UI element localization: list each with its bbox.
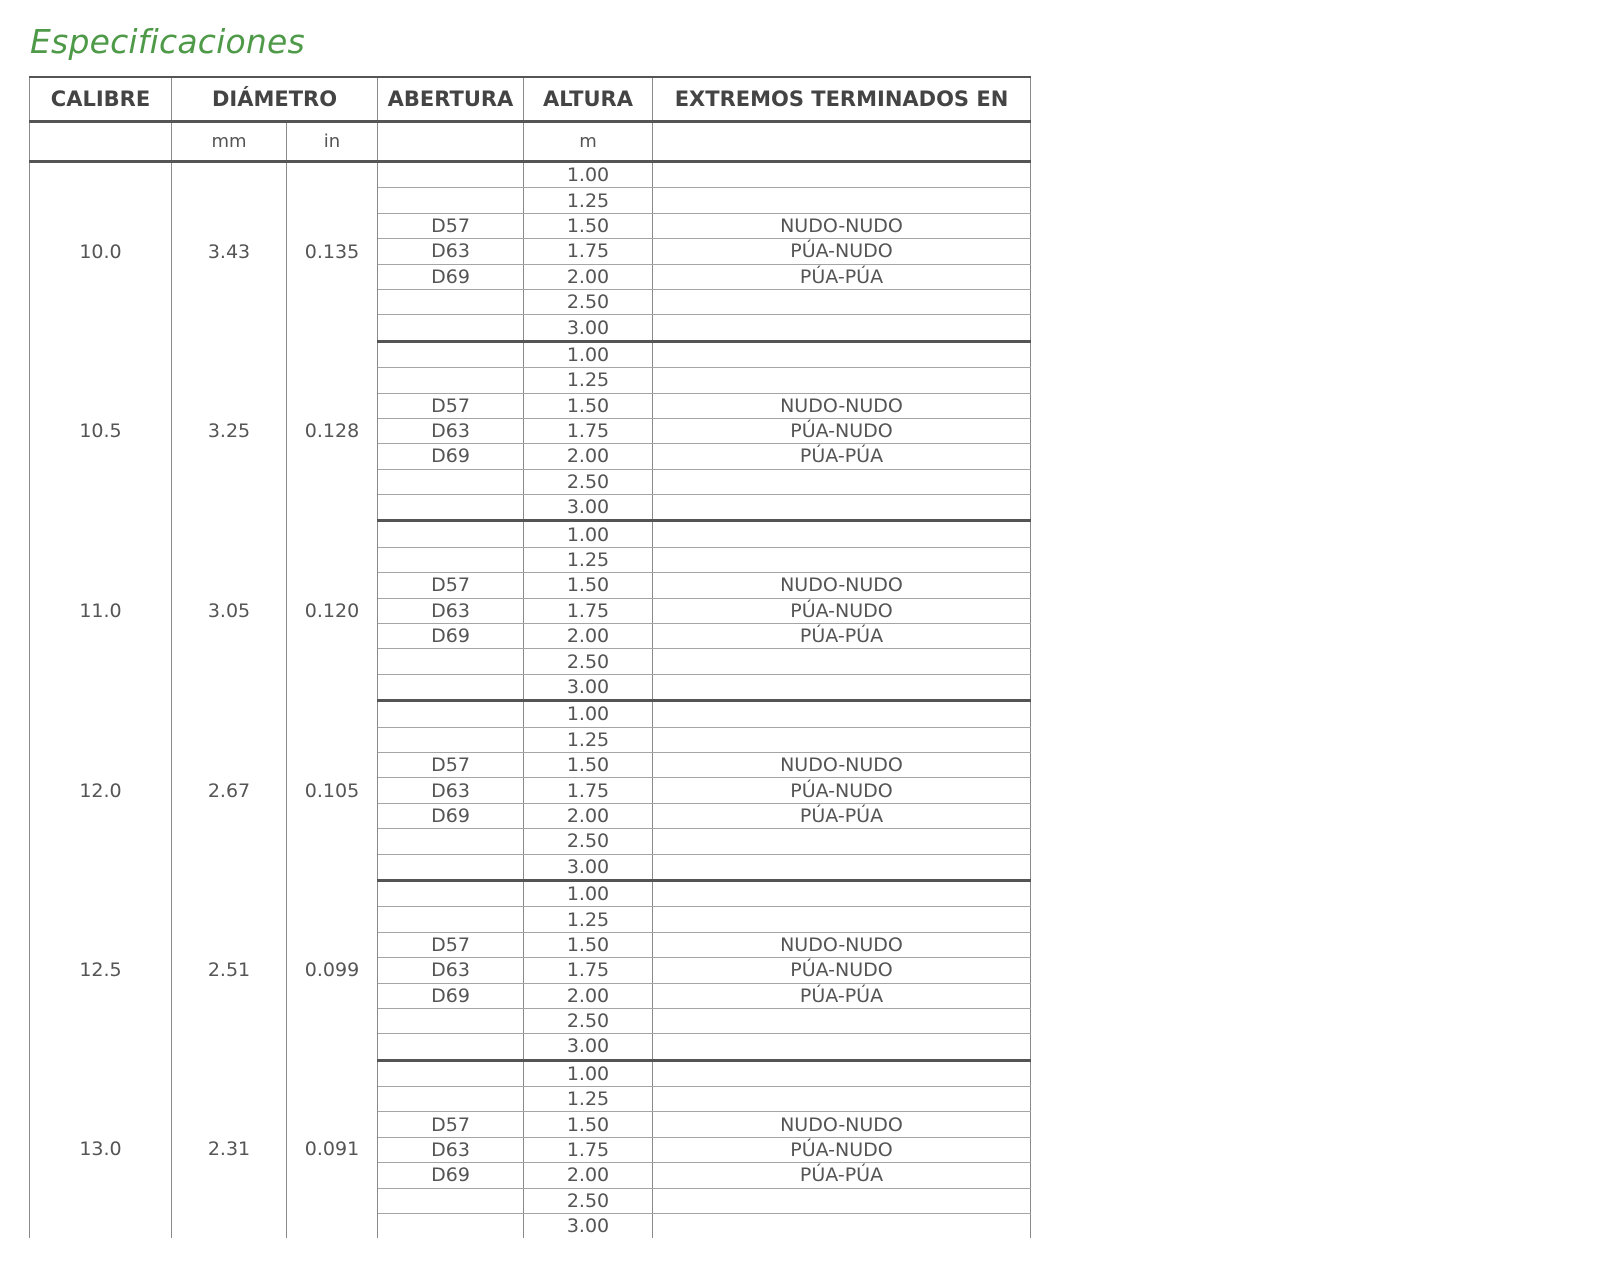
extremos-cell: NUDO-NUDO — [653, 1112, 1031, 1137]
altura-cell: 1.00 — [524, 880, 653, 906]
altura-cell: 1.75 — [524, 598, 653, 623]
extremos-cell: NUDO-NUDO — [653, 573, 1031, 598]
abertura-cell — [378, 727, 524, 752]
abertura-cell — [378, 1034, 524, 1060]
header-calibre: CALIBRE — [30, 77, 172, 122]
abertura-cell — [378, 854, 524, 880]
diameter-mm-cell: 3.25 — [172, 341, 287, 521]
extremos-cell: PÚA-PÚA — [653, 264, 1031, 289]
extremos-cell — [653, 701, 1031, 727]
abertura-cell — [378, 495, 524, 521]
extremos-cell — [653, 547, 1031, 572]
abertura-cell: D57 — [378, 752, 524, 777]
altura-cell: 2.00 — [524, 624, 653, 649]
abertura-cell — [378, 907, 524, 932]
header-extremos: EXTREMOS TERMINADOS EN — [653, 77, 1031, 122]
altura-cell: 3.00 — [524, 495, 653, 521]
header-abertura: ABERTURA — [378, 77, 524, 122]
abertura-cell — [378, 162, 524, 188]
altura-cell: 1.00 — [524, 341, 653, 367]
abertura-cell: D69 — [378, 1163, 524, 1188]
extremos-cell — [653, 880, 1031, 906]
calibre-cell: 11.0 — [30, 521, 172, 701]
altura-cell: 2.00 — [524, 444, 653, 469]
altura-cell: 3.00 — [524, 674, 653, 700]
unit-row — [30, 122, 1031, 162]
altura-cell: 2.50 — [524, 289, 653, 314]
extremos-cell: PÚA-PÚA — [653, 1163, 1031, 1188]
abertura-cell — [378, 341, 524, 367]
abertura-cell: D57 — [378, 393, 524, 418]
specifications-table — [29, 76, 1031, 1238]
header-diametro: DIÁMETRO — [172, 77, 378, 122]
header-altura: ALTURA — [524, 77, 653, 122]
extremos-cell: NUDO-NUDO — [653, 932, 1031, 957]
altura-cell: 1.25 — [524, 907, 653, 932]
extremos-cell — [653, 1188, 1031, 1213]
abertura-cell: D63 — [378, 1137, 524, 1162]
diameter-in-cell: 0.135 — [287, 162, 378, 342]
table-row — [30, 701, 1031, 727]
altura-cell: 1.50 — [524, 573, 653, 598]
extremos-cell — [653, 829, 1031, 854]
unit-mm: mm — [172, 122, 287, 162]
abertura-cell — [378, 880, 524, 906]
altura-cell: 2.00 — [524, 983, 653, 1008]
abertura-cell — [378, 649, 524, 674]
altura-cell: 1.50 — [524, 213, 653, 238]
extremos-cell — [653, 674, 1031, 700]
unit-calibre — [30, 122, 172, 162]
altura-cell: 3.00 — [524, 1214, 653, 1239]
altura-cell: 1.25 — [524, 547, 653, 572]
calibre-cell: 10.0 — [30, 162, 172, 342]
unit-in: in — [287, 122, 378, 162]
altura-cell: 3.00 — [524, 1034, 653, 1060]
diameter-in-cell: 0.091 — [287, 1060, 378, 1238]
extremos-cell: PÚA-PÚA — [653, 803, 1031, 828]
abertura-cell: D63 — [378, 239, 524, 264]
extremos-cell — [653, 907, 1031, 932]
abertura-cell: D63 — [378, 958, 524, 983]
abertura-cell — [378, 1060, 524, 1086]
diameter-mm-cell: 3.05 — [172, 521, 287, 701]
table-row — [30, 1060, 1031, 1086]
altura-cell: 1.00 — [524, 701, 653, 727]
extremos-cell — [653, 1008, 1031, 1033]
altura-cell: 2.00 — [524, 264, 653, 289]
extremos-cell: NUDO-NUDO — [653, 213, 1031, 238]
altura-cell: 3.00 — [524, 315, 653, 341]
extremos-cell: NUDO-NUDO — [653, 752, 1031, 777]
abertura-cell — [378, 1214, 524, 1239]
altura-cell: 1.50 — [524, 932, 653, 957]
altura-cell: 1.00 — [524, 162, 653, 188]
extremos-cell — [653, 649, 1031, 674]
altura-cell: 1.25 — [524, 368, 653, 393]
table-row — [30, 521, 1031, 547]
extremos-cell — [653, 315, 1031, 341]
abertura-cell — [378, 521, 524, 547]
altura-cell: 2.00 — [524, 1163, 653, 1188]
abertura-cell: D57 — [378, 1112, 524, 1137]
abertura-cell — [378, 315, 524, 341]
diameter-mm-cell: 3.43 — [172, 162, 287, 342]
abertura-cell: D63 — [378, 418, 524, 443]
table-row — [30, 341, 1031, 367]
abertura-cell: D63 — [378, 598, 524, 623]
abertura-cell: D57 — [378, 573, 524, 598]
abertura-cell — [378, 1008, 524, 1033]
extremos-cell — [653, 1034, 1031, 1060]
diameter-mm-cell: 2.31 — [172, 1060, 287, 1238]
extremos-cell: NUDO-NUDO — [653, 393, 1031, 418]
extremos-cell — [653, 521, 1031, 547]
extremos-cell — [653, 495, 1031, 521]
table-row — [30, 162, 1031, 188]
extremos-cell: PÚA-NUDO — [653, 778, 1031, 803]
diameter-mm-cell: 2.51 — [172, 880, 287, 1060]
unit-abertura — [378, 122, 524, 162]
altura-cell: 1.50 — [524, 393, 653, 418]
extremos-cell — [653, 727, 1031, 752]
altura-cell: 2.50 — [524, 1008, 653, 1033]
abertura-cell: D69 — [378, 983, 524, 1008]
abertura-cell: D69 — [378, 624, 524, 649]
abertura-cell — [378, 674, 524, 700]
table-row — [30, 880, 1031, 906]
extremos-cell — [653, 1087, 1031, 1112]
extremos-cell — [653, 1060, 1031, 1086]
extremos-cell: PÚA-NUDO — [653, 239, 1031, 264]
altura-cell: 1.75 — [524, 778, 653, 803]
altura-cell: 1.75 — [524, 1137, 653, 1162]
unit-altura: m — [524, 122, 653, 162]
altura-cell: 3.00 — [524, 854, 653, 880]
table-body — [30, 162, 1031, 1239]
diameter-in-cell: 0.099 — [287, 880, 378, 1060]
abertura-cell: D69 — [378, 444, 524, 469]
altura-cell: 2.50 — [524, 1188, 653, 1213]
calibre-cell: 10.5 — [30, 341, 172, 521]
page-title: Especificaciones — [30, 22, 305, 61]
abertura-cell — [378, 1087, 524, 1112]
abertura-cell — [378, 289, 524, 314]
diameter-in-cell: 0.105 — [287, 701, 378, 881]
header-row — [30, 77, 1031, 122]
altura-cell: 1.50 — [524, 1112, 653, 1137]
altura-cell: 1.00 — [524, 1060, 653, 1086]
abertura-cell: D57 — [378, 213, 524, 238]
altura-cell: 1.25 — [524, 188, 653, 213]
abertura-cell — [378, 188, 524, 213]
altura-cell: 1.25 — [524, 727, 653, 752]
altura-cell: 1.25 — [524, 1087, 653, 1112]
altura-cell: 2.50 — [524, 469, 653, 494]
abertura-cell — [378, 469, 524, 494]
extremos-cell: PÚA-NUDO — [653, 418, 1031, 443]
extremos-cell — [653, 469, 1031, 494]
abertura-cell — [378, 368, 524, 393]
extremos-cell: PÚA-NUDO — [653, 958, 1031, 983]
altura-cell: 2.00 — [524, 803, 653, 828]
diameter-in-cell: 0.128 — [287, 341, 378, 521]
altura-cell: 1.00 — [524, 521, 653, 547]
abertura-cell: D57 — [378, 932, 524, 957]
extremos-cell — [653, 1214, 1031, 1239]
extremos-cell — [653, 341, 1031, 367]
diameter-in-cell: 0.120 — [287, 521, 378, 701]
extremos-cell — [653, 854, 1031, 880]
extremos-cell: PÚA-PÚA — [653, 624, 1031, 649]
extremos-cell — [653, 289, 1031, 314]
altura-cell: 1.75 — [524, 418, 653, 443]
calibre-cell: 13.0 — [30, 1060, 172, 1238]
abertura-cell: D69 — [378, 803, 524, 828]
unit-extremos — [653, 122, 1031, 162]
extremos-cell — [653, 188, 1031, 213]
altura-cell: 1.75 — [524, 958, 653, 983]
abertura-cell — [378, 1188, 524, 1213]
extremos-cell: PÚA-NUDO — [653, 598, 1031, 623]
abertura-cell — [378, 547, 524, 572]
extremos-cell: PÚA-PÚA — [653, 983, 1031, 1008]
abertura-cell — [378, 701, 524, 727]
calibre-cell: 12.5 — [30, 880, 172, 1060]
abertura-cell: D69 — [378, 264, 524, 289]
calibre-cell: 12.0 — [30, 701, 172, 881]
abertura-cell — [378, 829, 524, 854]
altura-cell: 2.50 — [524, 829, 653, 854]
extremos-cell: PÚA-NUDO — [653, 1137, 1031, 1162]
diameter-mm-cell: 2.67 — [172, 701, 287, 881]
abertura-cell: D63 — [378, 778, 524, 803]
altura-cell: 2.50 — [524, 649, 653, 674]
extremos-cell — [653, 368, 1031, 393]
extremos-cell: PÚA-PÚA — [653, 444, 1031, 469]
altura-cell: 1.75 — [524, 239, 653, 264]
altura-cell: 1.50 — [524, 752, 653, 777]
extremos-cell — [653, 162, 1031, 188]
